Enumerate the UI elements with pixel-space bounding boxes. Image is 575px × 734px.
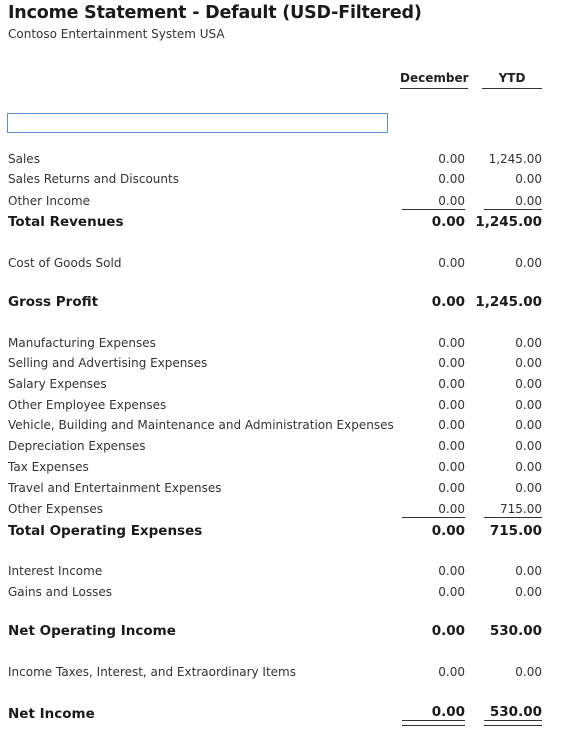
ytd-value: 0.00 xyxy=(515,418,542,432)
total-row xyxy=(0,214,575,234)
row-label: Other Expenses xyxy=(8,502,104,516)
ytd-value: 0.00 xyxy=(515,256,542,270)
double-underline xyxy=(402,720,465,726)
ytd-value: 715.00 xyxy=(500,502,542,516)
ytd-value: 530.00 xyxy=(489,704,542,720)
statement-row xyxy=(0,502,575,522)
december-value: 0.00 xyxy=(438,481,465,495)
row-label: Total Revenues xyxy=(8,214,124,230)
december-value: 0.00 xyxy=(438,418,465,432)
december-value: 0.00 xyxy=(438,665,465,679)
row-label: Income Taxes, Interest, and Extraordinary Items xyxy=(8,665,296,679)
statement-row xyxy=(0,356,575,376)
report-title: Income Statement - Default (USD-Filtered) xyxy=(8,3,422,23)
subtotal-line xyxy=(402,517,465,518)
row-label: Sales xyxy=(8,152,40,166)
row-label: Cost of Goods Sold xyxy=(8,256,122,270)
double-underline xyxy=(484,720,542,726)
statement-row xyxy=(0,172,575,192)
total-row xyxy=(0,294,575,314)
ytd-value: 0.00 xyxy=(515,665,542,679)
statement-row xyxy=(0,152,575,172)
row-label: Total Operating Expenses xyxy=(8,523,203,539)
row-label: Manufacturing Expenses xyxy=(8,336,156,350)
statement-row xyxy=(0,398,575,418)
ytd-value: 1,245.00 xyxy=(475,294,542,310)
december-value: 0.00 xyxy=(431,704,465,720)
ytd-value: 0.00 xyxy=(515,460,542,474)
row-label: Travel and Entertainment Expenses xyxy=(8,481,222,495)
ytd-value: 530.00 xyxy=(489,623,542,639)
december-value: 0.00 xyxy=(431,214,465,230)
december-value: 0.00 xyxy=(438,356,465,370)
row-label: Selling and Advertising Expenses xyxy=(8,356,208,370)
subtotal-line xyxy=(402,209,465,210)
december-value: 0.00 xyxy=(438,172,465,186)
december-value: 0.00 xyxy=(438,439,465,453)
december-value: 0.00 xyxy=(438,377,465,391)
row-label: Depreciation Expenses xyxy=(8,439,146,453)
subtotal-line xyxy=(484,209,542,210)
statement-row xyxy=(0,564,575,584)
statement-row xyxy=(0,377,575,397)
row-label: Salary Expenses xyxy=(8,377,107,391)
december-value: 0.00 xyxy=(438,564,465,578)
row-label: Net Income xyxy=(8,706,95,722)
statement-row xyxy=(0,439,575,459)
row-label: Vehicle, Building and Maintenance and Administration Expenses xyxy=(8,418,394,432)
december-value: 0.00 xyxy=(438,460,465,474)
ytd-value: 0.00 xyxy=(515,356,542,370)
ytd-value: 1,245.00 xyxy=(475,214,542,230)
row-label: Interest Income xyxy=(8,564,103,578)
december-value: 0.00 xyxy=(438,336,465,350)
ytd-value: 0.00 xyxy=(515,172,542,186)
company-name: Contoso Entertainment System USA xyxy=(8,27,225,41)
column-header-underline xyxy=(482,88,542,89)
subtotal-line xyxy=(484,517,542,518)
december-value: 0.00 xyxy=(438,194,465,208)
december-value: 0.00 xyxy=(438,398,465,412)
statement-row xyxy=(0,194,575,214)
column-header-december: December xyxy=(400,71,469,85)
statement-row xyxy=(0,418,575,438)
column-header-ytd: YTD xyxy=(498,71,526,85)
ytd-value: 0.00 xyxy=(515,336,542,350)
december-value: 0.00 xyxy=(438,585,465,599)
december-value: 0.00 xyxy=(438,256,465,270)
row-label: Other Employee Expenses xyxy=(8,398,167,412)
total-row xyxy=(0,623,575,643)
ytd-value: 0.00 xyxy=(515,377,542,391)
ytd-value: 715.00 xyxy=(489,523,542,539)
statement-row xyxy=(0,665,575,685)
statement-row xyxy=(0,256,575,276)
row-label: Gross Profit xyxy=(8,294,99,310)
row-label: Gains and Losses xyxy=(8,585,113,599)
statement-row xyxy=(0,481,575,501)
row-label: Other Income xyxy=(8,194,91,208)
row-label: Tax Expenses xyxy=(8,460,89,474)
december-value: 0.00 xyxy=(438,152,465,166)
ytd-value: 0.00 xyxy=(515,481,542,495)
december-value: 0.00 xyxy=(431,294,465,310)
ytd-value: 0.00 xyxy=(515,585,542,599)
ytd-value: 0.00 xyxy=(515,194,542,208)
december-value: 0.00 xyxy=(431,623,465,639)
row-label: Net Operating Income xyxy=(8,623,176,639)
statement-row xyxy=(0,460,575,480)
december-value: 0.00 xyxy=(438,502,465,516)
ytd-value: 0.00 xyxy=(515,439,542,453)
ytd-value: 0.00 xyxy=(515,564,542,578)
total-row xyxy=(0,523,575,543)
statement-row xyxy=(0,336,575,356)
december-value: 0.00 xyxy=(431,523,465,539)
row-label: Sales Returns and Discounts xyxy=(8,172,179,186)
ytd-value: 0.00 xyxy=(515,398,542,412)
column-header-underline xyxy=(400,88,468,89)
statement-row xyxy=(0,585,575,605)
filter-input[interactable] xyxy=(7,113,388,133)
ytd-value: 1,245.00 xyxy=(488,152,542,166)
